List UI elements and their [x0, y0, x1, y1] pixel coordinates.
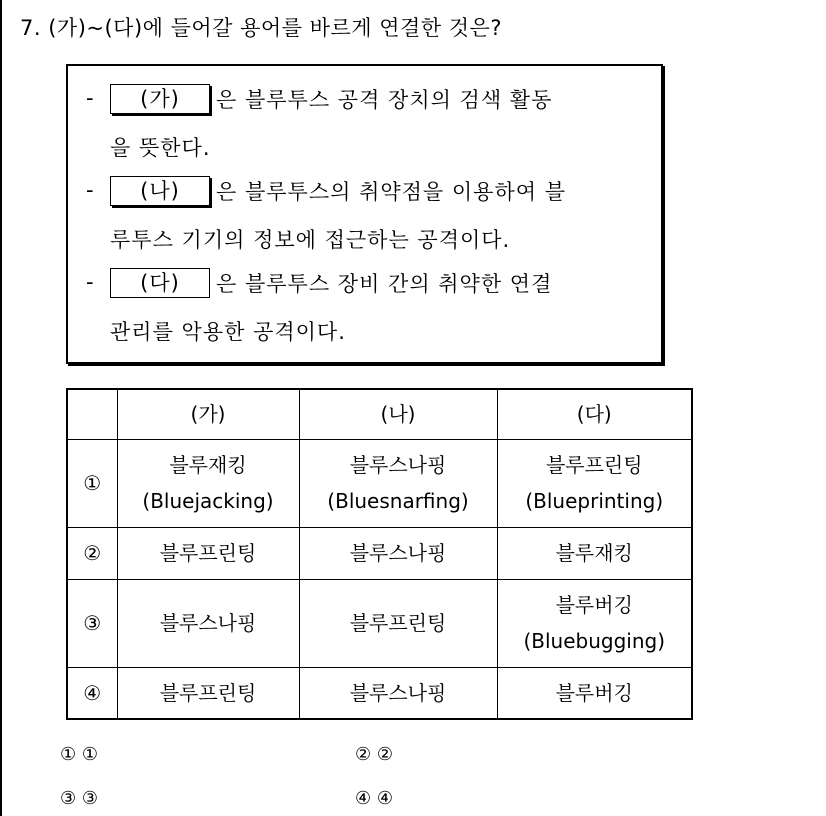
choice-label: ①	[81, 744, 99, 765]
info-text-ga: 은 블루투스 공격 장치의 검색 활동	[216, 88, 553, 112]
choice-marker: ②	[355, 744, 372, 765]
table-cell: 블루프린팅	[299, 579, 497, 667]
row-number: ③	[67, 579, 117, 667]
table-header-row	[67, 389, 692, 439]
dash-bullet: -	[86, 270, 95, 294]
info-text-da: 은 블루투스 장비 간의 취약한 연결	[216, 272, 553, 296]
term-english: (Blueprinting)	[525, 489, 664, 513]
blank-box-na: (나)	[110, 176, 210, 206]
question-text: 7. (가)~(다)에 들어갈 용어를 바르게 연결한 것은?	[20, 16, 502, 40]
table-cell: 블루버깅	[497, 667, 692, 719]
table-cell	[117, 439, 299, 527]
choice-3[interactable]	[60, 788, 98, 809]
row-number: ④	[67, 667, 117, 719]
choice-1[interactable]	[60, 744, 98, 765]
row-number: ①	[67, 439, 117, 527]
choice-4[interactable]	[355, 788, 393, 809]
table-header-cell	[67, 389, 117, 439]
table-header-cell: (가)	[117, 389, 299, 439]
table-cell: 블루재킹	[497, 527, 692, 579]
table-cell	[497, 439, 692, 527]
choice-marker: ③	[60, 788, 77, 809]
info-cont-ga: 을 뜻한다.	[110, 136, 211, 160]
table-header-cell: (나)	[299, 389, 497, 439]
term-korean: 블루재킹	[169, 453, 247, 477]
choice-2[interactable]	[355, 744, 393, 765]
blank-box-da: (다)	[110, 268, 210, 298]
info-cont-da: 관리를 악용한 공격이다.	[110, 320, 346, 344]
table-cell: 블루스나핑	[299, 667, 497, 719]
term-korean: 블루버깅	[555, 593, 633, 617]
choice-marker: ④	[355, 788, 372, 809]
answer-table	[66, 388, 693, 720]
table-row	[67, 527, 692, 579]
table-cell	[299, 439, 497, 527]
table-cell: 블루스나핑	[299, 527, 497, 579]
table-cell: 블루프린팅	[117, 527, 299, 579]
dash-bullet: -	[86, 86, 95, 110]
info-line-na	[86, 176, 566, 206]
choice-label: ④	[376, 788, 394, 809]
dash-bullet: -	[86, 178, 95, 202]
term-english: (Bluejacking)	[142, 489, 274, 513]
info-box	[66, 64, 663, 364]
info-line-ga	[86, 84, 552, 114]
table-row	[67, 439, 692, 527]
table-cell: 블루프린팅	[117, 667, 299, 719]
info-line-da	[86, 268, 552, 298]
table-header-cell: (다)	[497, 389, 692, 439]
term-english: (Bluesnarfing)	[327, 489, 469, 513]
table-cell: 블루스나핑	[117, 579, 299, 667]
choice-label: ③	[81, 788, 99, 809]
term-korean: 블루프린팅	[545, 453, 643, 477]
info-cont-na: 루투스 기기의 정보에 접근하는 공격이다.	[110, 228, 511, 252]
term-korean: 블루스나핑	[349, 453, 447, 477]
choice-marker: ①	[60, 744, 77, 765]
table-row	[67, 667, 692, 719]
info-text-na: 은 블루투스의 취약점을 이용하여 블	[216, 180, 566, 204]
term-english: (Bluebugging)	[523, 629, 666, 653]
blank-box-ga: (가)	[110, 84, 210, 114]
table-row	[67, 579, 692, 667]
choice-label: ②	[376, 744, 394, 765]
row-number: ②	[67, 527, 117, 579]
table-cell	[497, 579, 692, 667]
